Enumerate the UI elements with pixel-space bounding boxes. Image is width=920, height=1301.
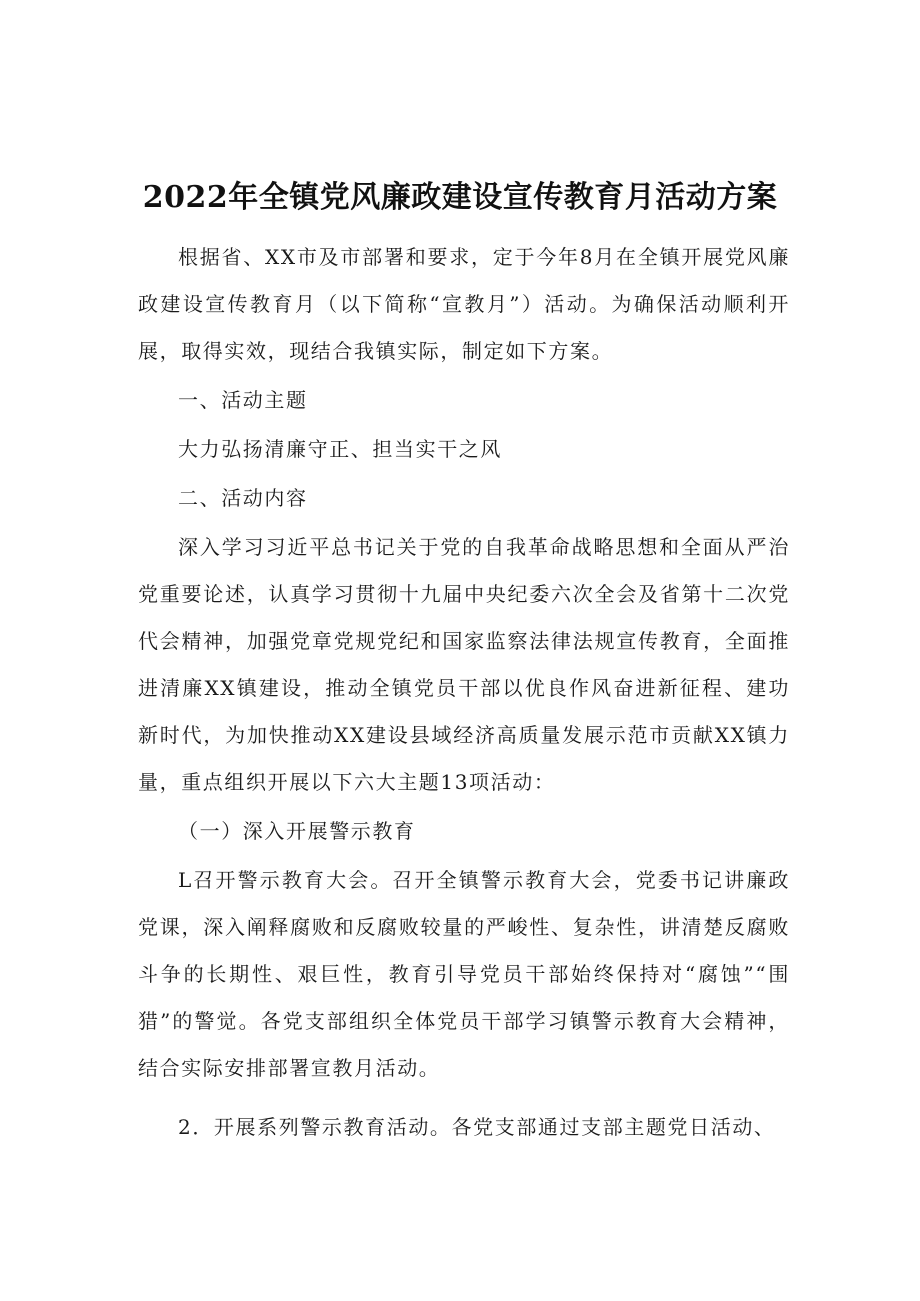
- theme-paragraph: 大力弘扬清廉守正、担当实干之风: [178, 437, 502, 461]
- section-heading-theme: 一、活动主题: [178, 388, 308, 412]
- item-1-paragraph: L召开警示教育大会。召开全镇警示教育大会，党委书记讲廉政党课，深入阐释腐败和反腐败较量的严峻性、复杂性，讲清楚反腐败斗争的长期性、艰巨性，教育引导党员干部始终保持对“腐蚀”“围猎”的警觉。各党支部组织全体党员干部学习镇警示教育大会精神，结合实际安排部署宣教月活动。: [138, 868, 790, 1080]
- paragraph-gap: [138, 1094, 790, 1104]
- document-title: 2022年全镇党风廉政建设宣传教育月活动方案: [142, 180, 778, 215]
- intro-paragraph: 根据省、XX市及市部署和要求，定于今年8月在全镇开展党风廉政建设宣传教育月（以下简称“宣教月”）活动。为确保活动顺利开展，取得实效，现结合我镇实际，制定如下方案。: [138, 245, 790, 363]
- content-paragraph: 深入学习习近平总书记关于党的自我革命战略思想和全面从严治党重要论述，认真学习贯彻十九届中央纪委六次全会及省第十二次党代会精神，加强党章党规党纪和国家监察法律法规宣传教育，全面推进清廉XX镇建设，推动全镇党员干部以优良作风奋进新征程、建功新时代，为加快推动XX建设县域经济高质量发展示范市贡献XX镇力量，重点组织开展以下六大主题13项活动：: [138, 535, 790, 794]
- subsection-heading-warning-education: （一）深入开展警示教育: [178, 819, 416, 843]
- document-body: [138, 234, 790, 1153]
- section-heading-content: 二、活动内容: [178, 486, 308, 510]
- item-2-paragraph: 2．开展系列警示教育活动。各党支部通过支部主题党日活动、: [178, 1115, 776, 1139]
